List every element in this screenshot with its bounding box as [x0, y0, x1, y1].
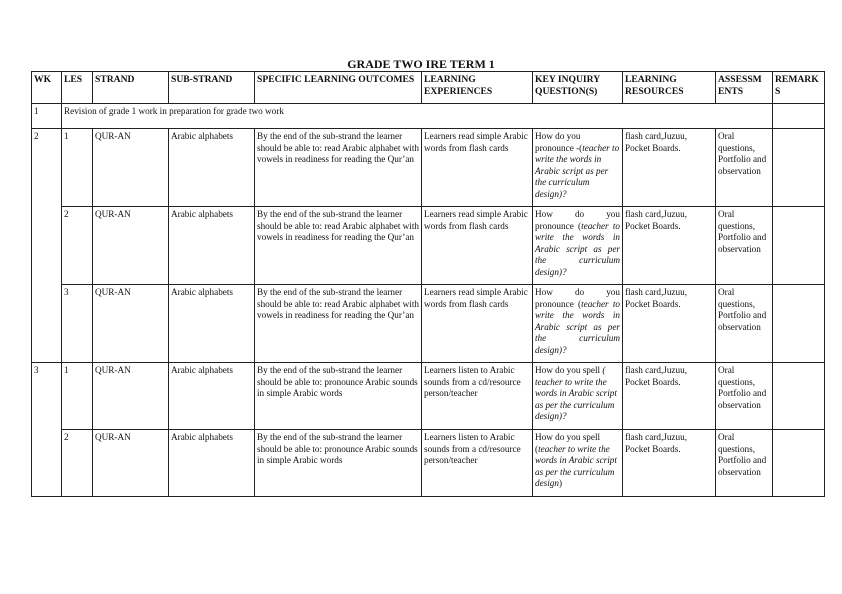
q-italic-text: ( teacher to write the words in Arabic script as per the curriculum design)?: [535, 365, 617, 422]
les-cell: [62, 285, 93, 363]
res-text: flash card,Juzuu, Pocket Boards.: [625, 432, 687, 454]
header-assessments: ASSESSM ENTS: [716, 72, 773, 104]
outcome-text: By the end of the sub-strand the learner should be able to: read Arabic alphabet with vowels in readiness for reading the Qur’an: [257, 287, 420, 321]
q_plain-text: How do you spell: [535, 365, 603, 375]
header-remarks: REMARK S: [773, 72, 825, 104]
les-cell: [62, 207, 93, 285]
question-cell: [533, 207, 623, 285]
res-text: flash card,Juzuu, Pocket Boards.: [625, 287, 687, 309]
strand-cell: [93, 363, 169, 430]
header-les: LES: [62, 72, 93, 104]
outcome-text: By the end of the sub-strand the learner should be able to: pronounce Arabic sounds in simple Arabic words: [257, 365, 418, 399]
header-questions: KEY INQUIRY QUESTION(S): [533, 72, 623, 104]
experience-cell: [422, 129, 533, 207]
strand-cell: [93, 207, 169, 285]
les-cell: [62, 430, 93, 497]
sub-strand-cell: [169, 207, 255, 285]
outcome-text: By the end of the sub-strand the learner should be able to: read Arabic alphabet with vowels in readiness for reading the Qur’an: [257, 209, 420, 243]
remarks-cell: [773, 207, 825, 285]
assess-text: Oral questions, Portfolio and observation: [718, 131, 767, 176]
header-wk: WK: [32, 72, 62, 104]
assess-text: Oral questions, Portfolio and observation: [718, 287, 767, 332]
outcome-cell: [255, 129, 422, 207]
assessment-cell: [716, 285, 773, 363]
sub-text: Arabic alphabets: [171, 131, 233, 141]
revision-wk: 1: [32, 104, 62, 129]
remarks-cell: [773, 430, 825, 497]
experience-cell: [422, 430, 533, 497]
les-cell: [62, 363, 93, 430]
exp-text: Learners listen to Arabic sounds from a cd/resource person/teacher: [424, 432, 521, 466]
strand-text: QUR-AN: [95, 131, 131, 141]
experience-cell: [422, 363, 533, 430]
assessment-cell: [716, 207, 773, 285]
strand-cell: [93, 285, 169, 363]
question-cell: [533, 430, 623, 497]
header-experiences: LEARNING EXPERIENCES: [422, 72, 533, 104]
outcome-cell: [255, 363, 422, 430]
remarks-cell: [773, 285, 825, 363]
q_plain-text: How do you pronounce (: [535, 209, 620, 231]
header-strand: STRAND: [93, 72, 169, 104]
wk-text: 2: [34, 131, 39, 141]
les-text: 1: [64, 365, 69, 375]
sub-strand-cell: [169, 285, 255, 363]
les-text: 3: [64, 287, 69, 297]
assess-text: Oral questions, Portfolio and observation: [718, 209, 767, 254]
resources-cell: [623, 129, 716, 207]
strand-cell: [93, 129, 169, 207]
revision-row: [32, 104, 825, 129]
experience-cell: [422, 207, 533, 285]
strand-text: QUR-AN: [95, 365, 131, 375]
table-row: [32, 285, 825, 363]
scheme-table: [31, 71, 825, 497]
sub-strand-cell: [169, 363, 255, 430]
question-cell: [533, 285, 623, 363]
question-cell: [533, 363, 623, 430]
les-text: 1: [64, 131, 69, 141]
q_end-text: ): [559, 478, 563, 489]
q-italic-text: teacher to write the words in Arabic script as per the curriculum design: [535, 443, 617, 489]
sub-text: Arabic alphabets: [171, 432, 233, 442]
strand-text: QUR-AN: [95, 209, 131, 219]
assess-text: Oral questions, Portfolio and observation: [718, 432, 767, 477]
experience-cell: [422, 285, 533, 363]
wk-cell: [32, 363, 62, 497]
les-cell: [62, 129, 93, 207]
revision-remarks: [773, 104, 825, 129]
header-sub-strand: SUB-STRAND: [169, 72, 255, 104]
table-row: [32, 363, 825, 430]
revision-text: Revision of grade 1 work in preparation for grade two work: [62, 104, 773, 129]
exp-text: Learners read simple Arabic words from flash cards: [424, 131, 528, 153]
les-text: 2: [64, 432, 69, 442]
resources-cell: [623, 363, 716, 430]
exp-text: Learners listen to Arabic sounds from a cd/resource person/teacher: [424, 365, 521, 399]
q_plain-text: How do you spell (: [535, 432, 601, 454]
sub-text: Arabic alphabets: [171, 287, 233, 297]
table-row: [32, 129, 825, 207]
strand-text: QUR-AN: [95, 287, 131, 297]
table-row: [32, 207, 825, 285]
wk-text: 3: [34, 365, 39, 375]
outcome-cell: [255, 285, 422, 363]
assessment-cell: [716, 430, 773, 497]
resources-cell: [623, 207, 716, 285]
q-italic-text: teacher to write the words in Arabic script as per the curriculum design)?: [535, 142, 620, 199]
sub-text: Arabic alphabets: [171, 209, 233, 219]
resources-cell: [623, 430, 716, 497]
exp-text: Learners read simple Arabic words from flash cards: [424, 287, 528, 309]
exp-text: Learners read simple Arabic words from flash cards: [424, 209, 528, 231]
res-text: flash card,Juzuu, Pocket Boards.: [625, 209, 687, 231]
strand-cell: [93, 430, 169, 497]
sub-strand-cell: [169, 430, 255, 497]
document-title: GRADE TWO IRE TERM 1: [347, 57, 495, 71]
outcome-text: By the end of the sub-strand the learner should be able to: read Arabic alphabet with vowels in readiness for reading the Qur’an: [257, 131, 420, 165]
outcome-text: By the end of the sub-strand the learner should be able to: pronounce Arabic sounds in simple Arabic words: [257, 432, 418, 466]
strand-text: QUR-AN: [95, 432, 131, 442]
q-italic-text: teacher to write the words in Arabic script as per the curriculum design)?: [535, 220, 621, 277]
wk-cell: [32, 129, 62, 363]
q-italic-text: teacher to write the words in Arabic script as per the curriculum design)?: [535, 298, 621, 355]
assess-text: Oral questions, Portfolio and observation: [718, 365, 767, 410]
header-resources: LEARNING RESOURCES: [623, 72, 716, 104]
table-row: [32, 430, 825, 497]
question-cell: [533, 129, 623, 207]
header-outcomes: SPECIFIC LEARNING OUTCOMES: [255, 72, 422, 104]
remarks-cell: [773, 363, 825, 430]
resources-cell: [623, 285, 716, 363]
header-row: [32, 72, 825, 104]
q_plain-text: How do you pronounce (: [535, 287, 620, 309]
sub-text: Arabic alphabets: [171, 365, 233, 375]
q_plain-text: How do you pronounce -(: [535, 131, 583, 153]
res-text: flash card,Juzuu, Pocket Boards.: [625, 365, 687, 387]
les-text: 2: [64, 209, 69, 219]
assessment-cell: [716, 129, 773, 207]
outcome-cell: [255, 207, 422, 285]
outcome-cell: [255, 430, 422, 497]
sub-strand-cell: [169, 129, 255, 207]
res-text: flash card,Juzuu, Pocket Boards.: [625, 131, 687, 153]
remarks-cell: [773, 129, 825, 207]
assessment-cell: [716, 363, 773, 430]
